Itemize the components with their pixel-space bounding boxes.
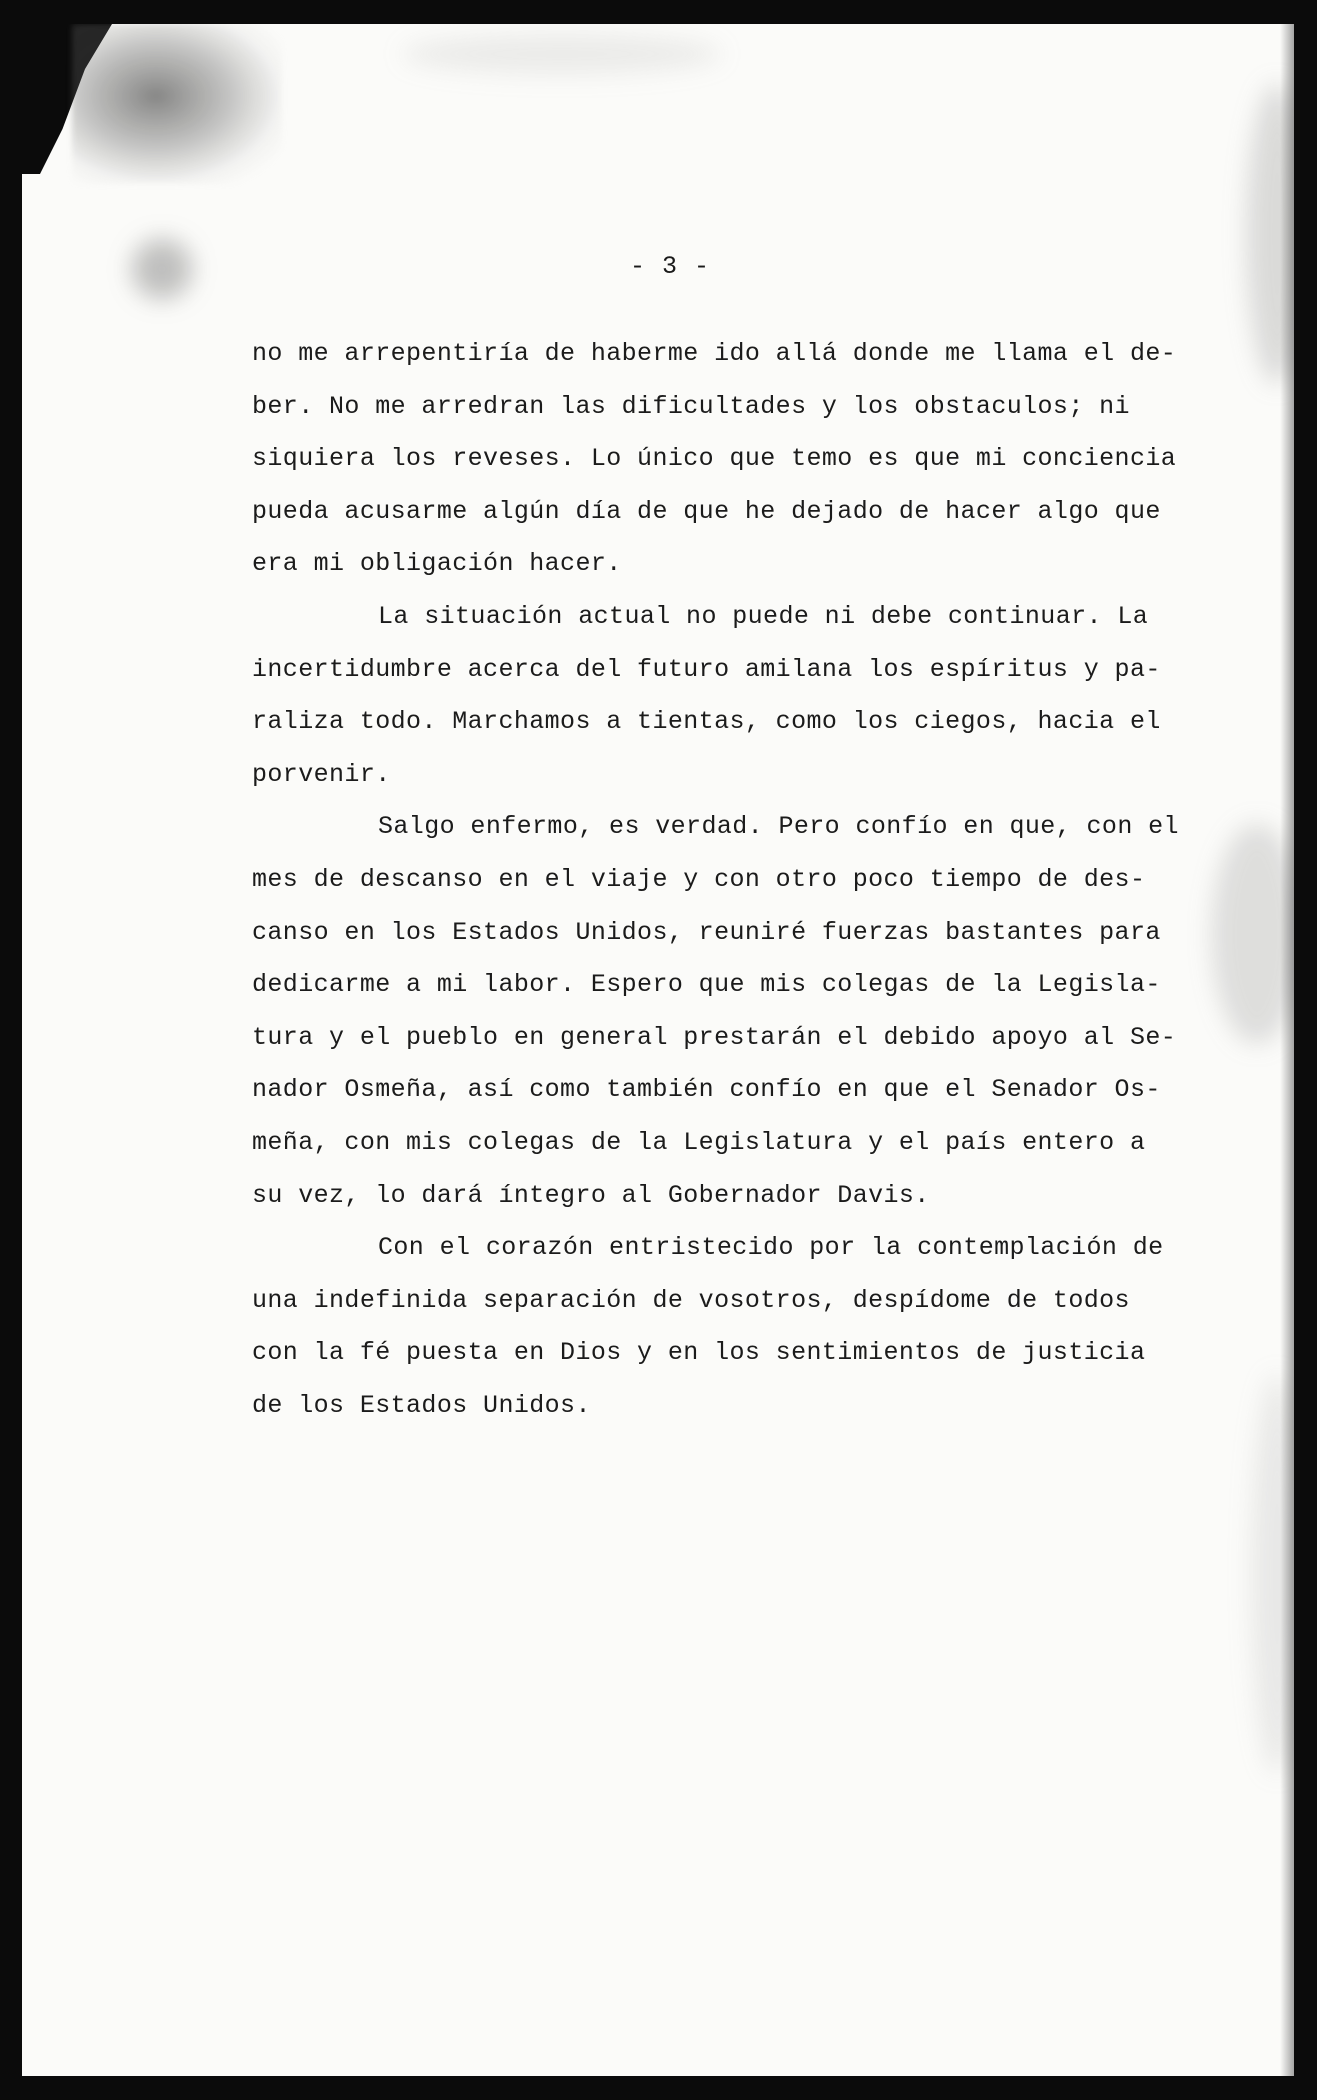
text-line: canso en los Estados Unidos, reuniré fuerzas bastantes para xyxy=(252,917,1161,947)
text-line: una indefinida separación de vosotros, despídome de todos xyxy=(252,1285,1130,1315)
text-line: nador Osmeña, así como también confío en que el Senador Os- xyxy=(252,1075,1161,1105)
text-line: porvenir. xyxy=(252,759,391,789)
text-line: su vez, lo dará íntegro al Gobernador Davis. xyxy=(252,1180,930,1210)
ink-stain xyxy=(132,239,192,299)
text-line: siquiera los reveses. Lo único que temo es que mi conciencia xyxy=(252,444,1177,474)
text-line: mes de descanso en el viaje y con otro poco tiempo de des- xyxy=(252,864,1146,894)
text-line: no me arrepentiría de haberme ido allá donde me llama el de- xyxy=(252,339,1177,368)
text-line: dedicarme a mi labor. Espero que mis colegas de la Legisla- xyxy=(252,970,1161,1000)
text-line: meña, con mis colegas de la Legislatura y el país entero a xyxy=(252,1127,1146,1157)
text-line: La situación actual no puede ni debe continuar. La xyxy=(378,601,1149,631)
corner-smudge xyxy=(72,24,282,184)
letter-body xyxy=(252,328,1212,1432)
text-line: ber. No me arredran las dificultades y los obstaculos; ni xyxy=(252,391,1130,421)
text-line: con la fé puesta en Dios y en los sentimientos de justicia xyxy=(252,1338,1146,1368)
page-number: - 3 - xyxy=(629,252,710,281)
text-line: raliza todo. Marchamos a tientas, como los ciegos, hacia el xyxy=(252,707,1161,737)
text-line: incertidumbre acerca del futuro amilana los espíritus y pa- xyxy=(252,654,1161,684)
top-stain xyxy=(402,34,722,74)
page-edge-shadow xyxy=(1280,24,1294,2076)
text-line: Con el corazón entristecido por la contemplación de xyxy=(378,1233,1164,1263)
text-line: tura y el pueblo en general prestarán el debido apoyo al Se- xyxy=(252,1022,1177,1052)
text-line: era mi obligación hacer. xyxy=(252,549,622,579)
text-line: pueda acusarme algún día de que he dejado de hacer algo que xyxy=(252,496,1161,526)
text-line: de los Estados Unidos. xyxy=(252,1390,591,1420)
text-line: Salgo enfermo, es verdad. Pero confío en que, con el xyxy=(378,812,1179,842)
